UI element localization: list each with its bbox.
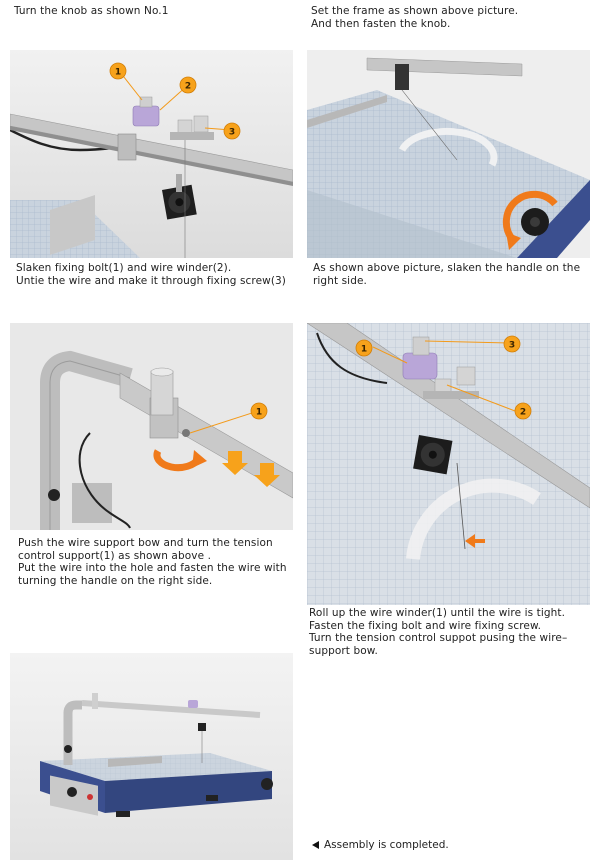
final-caption-text: Assembly is completed.	[324, 839, 449, 851]
caption-line: Set the frame as shown above picture.	[311, 5, 519, 17]
badge-label: 1	[360, 344, 368, 355]
step3-caption	[16, 262, 286, 287]
caption-line: Slaken fixing bolt(1) and wire winder(2).	[16, 262, 232, 274]
badge-label: 2	[184, 81, 192, 92]
badge-2	[180, 77, 196, 93]
caption-line: Put the wire into the hole and fasten the wire with	[18, 562, 287, 574]
badge-label: 3	[228, 127, 236, 138]
badge-label: 1	[255, 407, 263, 418]
caption-line: right side.	[313, 274, 367, 287]
step5-photo	[10, 323, 293, 530]
left-triangle-icon	[312, 841, 319, 849]
step1-caption	[14, 5, 169, 18]
badge-2	[515, 403, 531, 419]
caption-line: Roll up the wire winder(1) until the wire is tight.	[309, 607, 566, 619]
step2-photo	[307, 50, 590, 258]
caption-line: Fasten the fixing bolt and wire fixing screw.	[309, 619, 542, 632]
final-photo	[10, 653, 293, 860]
caption-line: control support(1) as shown above .	[18, 549, 212, 562]
badge-1	[251, 403, 267, 419]
caption-line: Push the wire support bow and turn the tension	[18, 537, 273, 549]
caption-line: Turn the knob as shown No.1	[14, 5, 169, 17]
final-caption	[312, 839, 449, 851]
caption-line: And then fasten the knob.	[311, 17, 451, 30]
badge-label: 3	[508, 340, 516, 351]
step5-caption	[18, 537, 287, 587]
caption-line: turning the handle on the right side.	[18, 574, 213, 587]
step6-caption	[309, 607, 567, 657]
badge-label: 2	[519, 407, 527, 418]
step6-photo	[307, 323, 590, 605]
badge-label: 1	[114, 67, 122, 78]
step1-photo	[10, 50, 293, 258]
caption-line: Turn the tension control suppot pusing the wire–	[309, 632, 568, 644]
caption-line: As shown above picture, slaken the handle on the	[313, 262, 581, 274]
badge-1	[356, 340, 372, 356]
step2-caption	[311, 5, 518, 30]
badge-1	[110, 63, 126, 79]
badge-3	[504, 336, 520, 352]
badge-3	[224, 123, 240, 139]
caption-line: Untie the wire and make it through fixing screw(3)	[16, 274, 287, 287]
caption-line: support bow.	[309, 644, 378, 657]
step4-caption	[313, 262, 580, 287]
